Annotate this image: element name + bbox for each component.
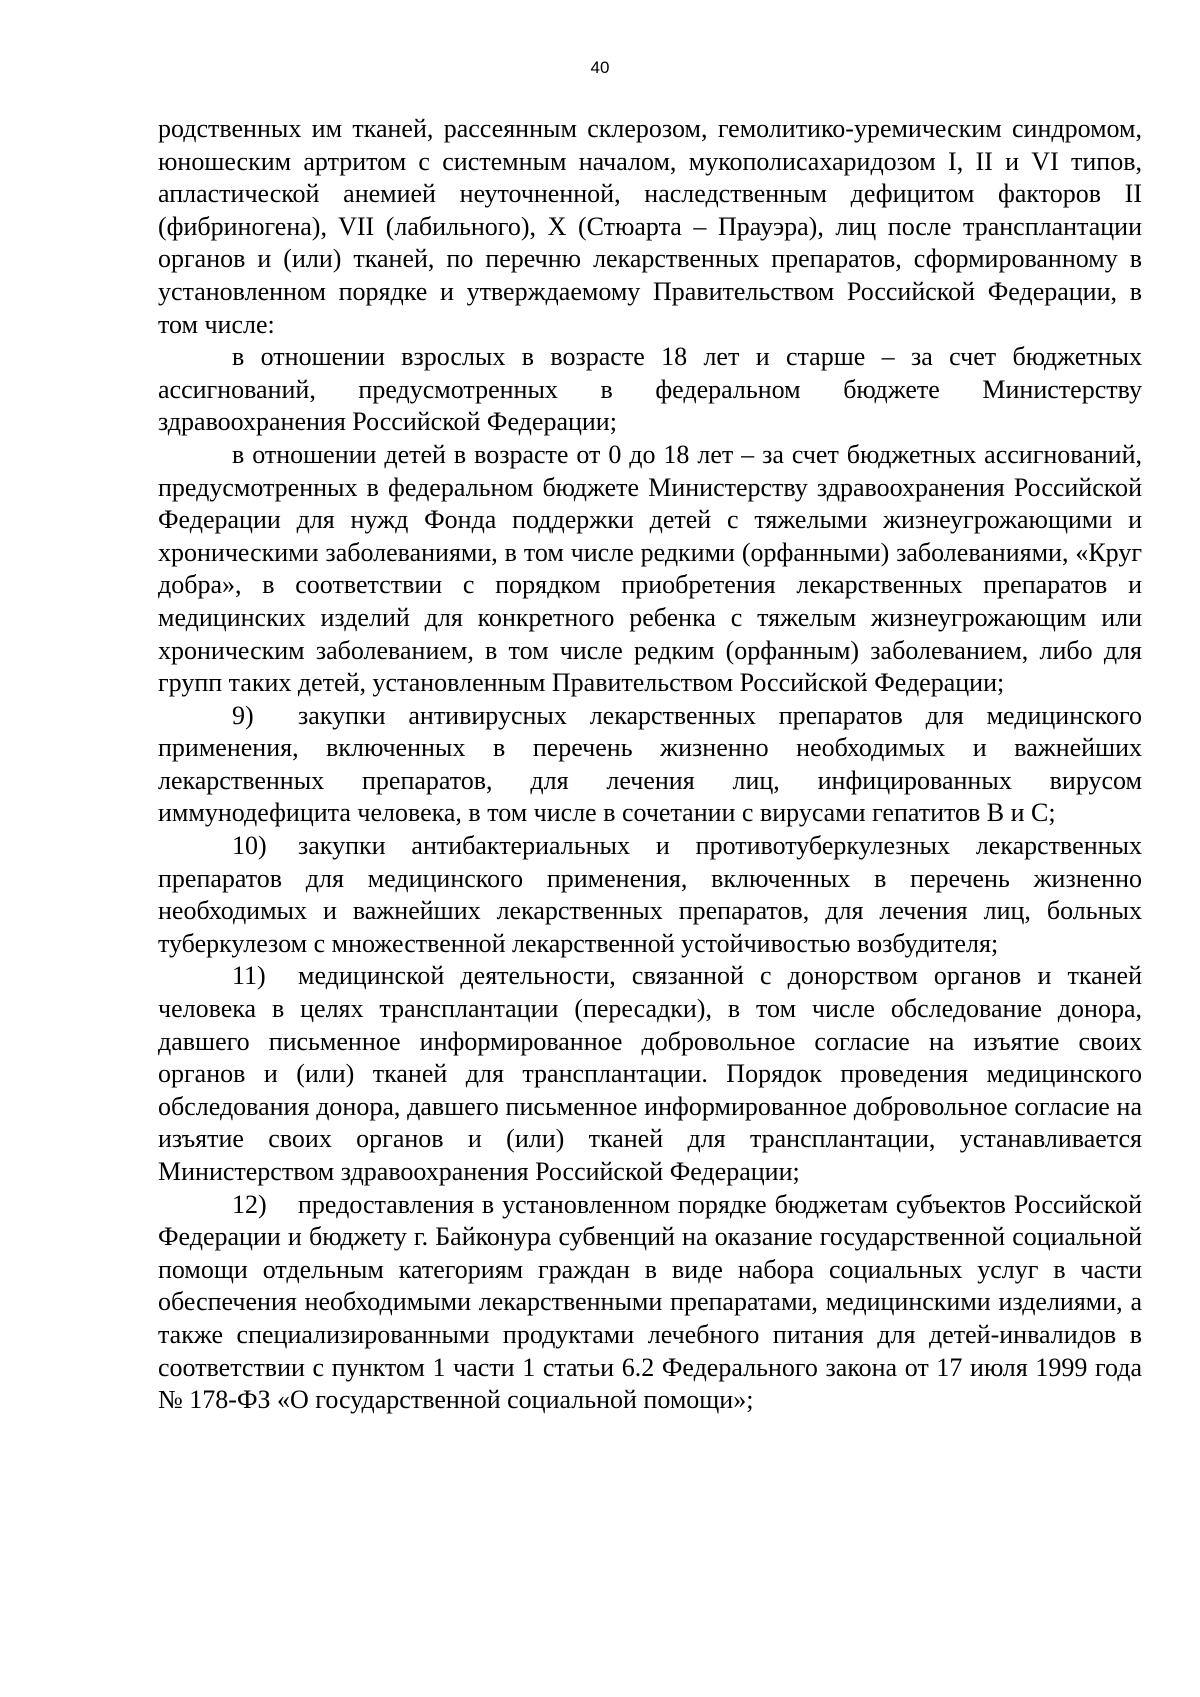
list-item-text: предоставления в установленном порядке бюджетам субъектов Российской Федерации и бюджету г. Байконура субвенций на оказание государственной социальной помощи отдельным категориям граждан в виде набора социальных услуг в части обеспечения необходимыми лекарственными препаратами, медицинскими изделиями, а также специализированными продуктами лечебного питания для детей-инвалидов в соответствии с пунктом 1 части 1 статьи 6.2 Федерального закона от 17 июля 1999 года № 178-ФЗ «О государственной социальной помощи»;: [158, 1189, 1142, 1415]
list-item-12: [158, 1189, 1142, 1417]
document-body: [158, 113, 1142, 1417]
list-item-11: [158, 960, 1142, 1188]
list-item-number: 11): [232, 961, 266, 991]
list-item-9: [158, 700, 1142, 830]
list-item-10: [158, 830, 1142, 960]
list-item-text: закупки антивирусных лекарственных препаратов для медицинского применения, включенных в перечень жизненно необходимых и важнейших лекарственных препаратов, для лечения лиц, инфицированных вирусом иммунодефицита человека, в том числе в сочетании с вирусами гепатитов B и C;: [158, 700, 1142, 828]
list-item-number: 10): [232, 831, 267, 861]
page-number: 40: [590, 58, 610, 77]
paragraph-continuation: родственных им тканей, рассеянным склерозом, гемолитико-уремическим синдромом, юношеским артритом с системным началом, мукополисахаридозом I, II и VI типов, апластической анемией неуточненной, наследственным дефицитом факторов II (фибриногена), VII (лабильного), X (Стюарта – Прауэра), лиц после трансплантации органов и (или) тканей, по перечню лекарственных препаратов, сформированному в установленном порядке и утверждаемому Правительством Российской Федерации, в том числе:: [158, 114, 1142, 339]
paragraph-children: в отношении детей в возрасте от 0 до 18 лет – за счет бюджетных ассигнований, предусмотренных в федеральном бюджете Министерству здравоохранения Российской Федерации для нужд Фонда поддержки детей с тяжелыми жизнеугрожающими и хроническими заболеваниями, в том числе редкими (орфанными) заболеваниями, «Круг добра», в соответствии с порядком приобретения лекарственных препаратов и медицинских изделий для конкретного ребенка с тяжелым жизнеугрожающим или хроническим заболеванием, в том числе редким (орфанным) заболеванием, либо для групп таких детей, установленным Правительством Российской Федерации;: [158, 439, 1142, 698]
list-item-text: медицинской деятельности, связанной с донорством органов и тканей человека в целях трансплантации (пересадки), в том числе обследование донора, давшего письменное информированное добровольное согласие на изъятие своих органов и (или) тканей для трансплантации. Порядок проведения медицинского обследования донора, давшего письменное информированное добровольное согласие на изъятие своих органов и (или) тканей для трансплантации, устанавливается Министерством здравоохранения Российской Федерации;: [158, 961, 1142, 1186]
list-item-text: закупки антибактериальных и противотуберкулезных лекарственных препаратов для медицинского применения, включенных в перечень жизненно необходимых и важнейших лекарственных препаратов, для лечения лиц, больных туберкулезом с множественной лекарственной устойчивостью возбудителя;: [158, 831, 1142, 958]
list-item-number: 9): [232, 700, 254, 730]
list-item-number: 12): [232, 1189, 267, 1219]
paragraph-adults: в отношении взрослых в возрасте 18 лет и старше – за счет бюджетных ассигнований, предусмотренных в федеральном бюджете Министерству здравоохранения Российской Федерации;: [158, 342, 1142, 437]
